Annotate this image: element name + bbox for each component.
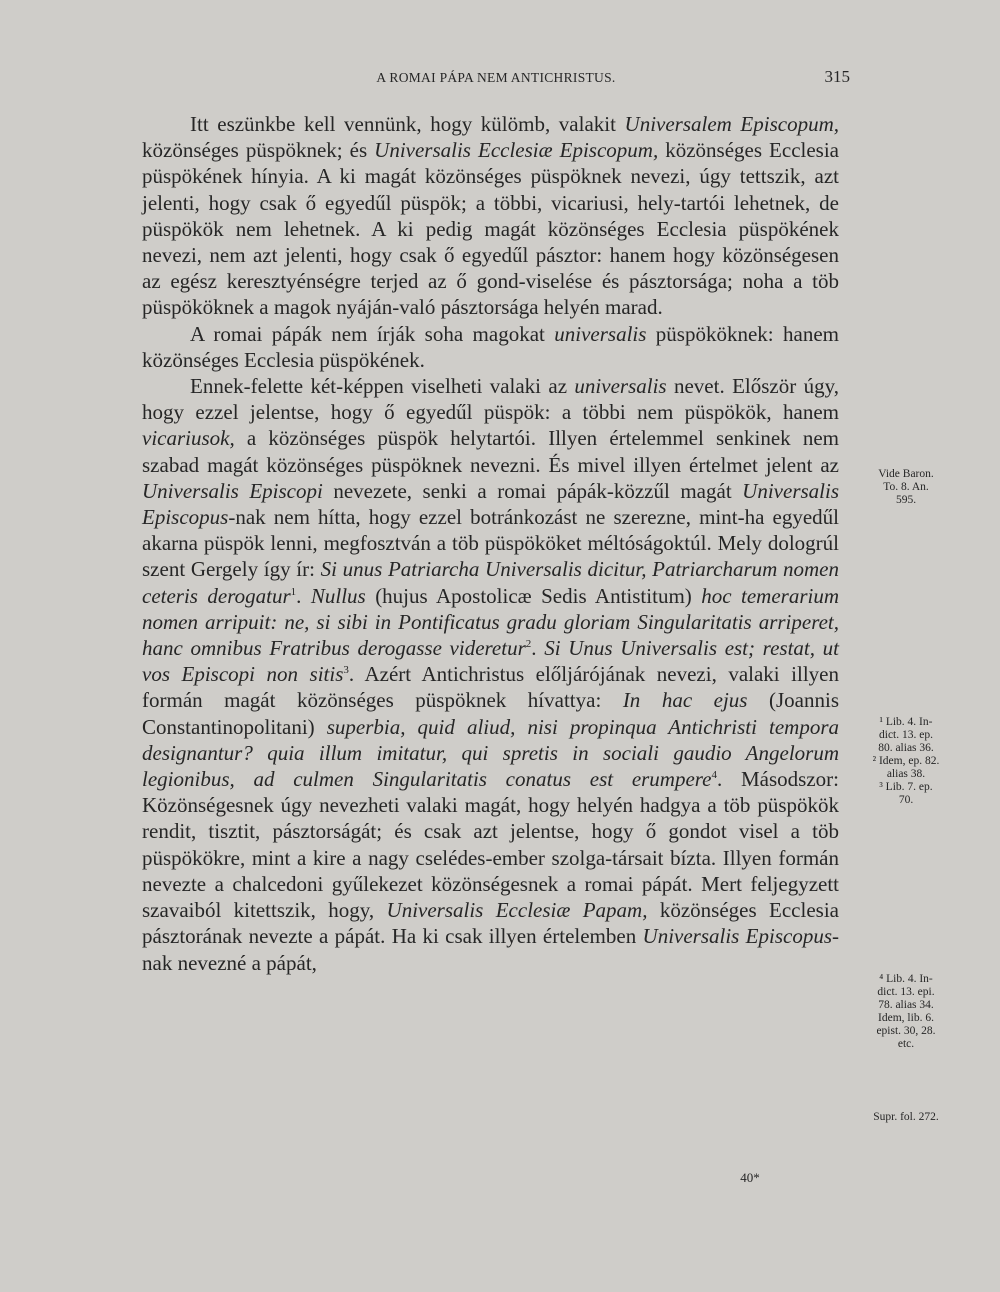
running-header [142,66,850,90]
body-text [142,111,839,976]
margin-note-4: Supr. fol. 272. [873,1111,939,1123]
paragraph-2: A romai pápák nem írják soha magokat universalis püspököknek: hanem közönséges Ecclesia püspökének. [142,321,839,372]
margin-note-1: Vide Baron. To. 8. An. 595. [878,468,934,506]
signature-mark: 40* [740,1170,760,1185]
paragraph-3: Ennek-felette két-képpen viselheti valaki az universalis nevet. Először úgy, hogy ezzel jelentse, hogy ő egyedűl püspök: a többi nem püspökök, hanem vicariusok, a közönséges püspök helytartói. Illyen értelemmel senkinek nem szabad magát közönséges püspöknek nevezni. És mivel illyen értelmet jelent az Universalis Episcopi nevezete, senki a romai pápák-közzűl magát Universalis Episcopus-nak nem hítta, hogy ezzel botránkozást ne szerezne, mint-ha egyedűl akarna püspök lenni, megfosztván a töb püspököket méltóságoktúl. Mely dologrúl szent Gergely így ír: Si unus Patriarcha Universalis dicitur, Patriarcharum nomen ceteris derogatur$^1$. Nullus (hujus Apostolicæ Sedis Antistitum) hoc temerarium nomen arripuit: ne, si sibi in Pontificatus gradu gloriam Singularitatis arriperet, hanc omnibus Fratribus derogasse videretur$^2$. Si Unus Universalis est; restat, ut vos Episcopi non sitis$^3$. Azért Antichristus előljárójának nevezi, valaki illyen formán magát közönséges püspöknek hívattya: In hac ejus (Joannis Constantinopolitani) superbia, quid aliud, nisi propinqua Antichristi tempora designantur? quia illum imitatur, qui spretis in sociali gaudio Angelorum legionibus, ad culmen Singularitatis conatus est erumpere$^4$. Másodszor: Közönségesnek úgy nevezheti valaki magát, hogy helyén hadgya a töb püspökök rendit, tisztit, pásztorságát; és csak azt jelentse, hogy ő gondot visel a töb püspökökre, mint a kire a nagy cselédes-ember szolga-társait bízta. Illyen formán nevezte a chalcedoni gyűlekezet közönségesnek a romai pápát. Mert feljegyzett szavaiból kitettszik, hogy, Universalis Ecclesiæ Papam, közönséges Ecclesia pásztorának nevezte a pápát. Ha ki csak illyen értelemben Universalis Episcopus-nak nevezné a pápát, [142,374,840,975]
page-number: 315 [824,67,850,86]
margin-note-2: ¹ Lib. 4. In- dict. 13. ep. 80. alias 36. ² Idem, ep. 82. alias 38. ³ Lib. 7. ep. 70. [872,716,940,806]
paragraph-1: Itt eszünkbe kell vennünk, hogy külömb, valakit Universalem Episcopum, közönséges püspöknek; és Universalis Ecclesiæ Episcopum, közönséges Ecclesia püspökének hínyia. A ki magát közönséges püspöknek nevezi, úgy tettszik, azt jelenti, hogy csak ő egyedűl püspök; a többi, vicariusi, hely-tartói lehetnek, de püspökök nem lehetnek. A ki pedig magát közönséges Ecclesia püspökének nevezi, nem azt jelenti, hogy csak ő egyedűl pásztor: hanem hogy közönségesen az egész keresztyénségre terjed az ő gond-viselése és pásztorsága; noha a töb püspököknek a magok nyáján-való pásztorsága helyén marad. [142,112,839,320]
running-title: A ROMAI PÁPA NEM ANTICHRISTUS. [376,70,616,85]
margin-note-3: ⁴ Lib. 4. In- dict. 13. epi. 78. alias 34. Idem, lib. 6. epist. 30, 28. etc. [876,973,936,1050]
